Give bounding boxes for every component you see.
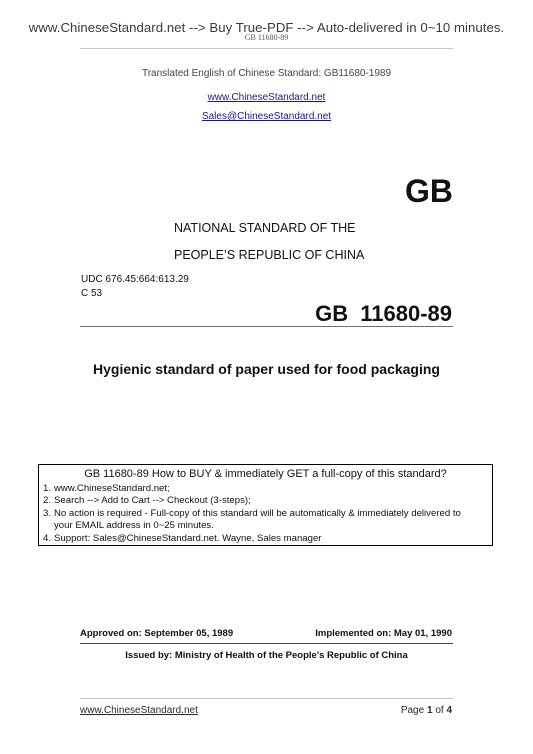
step-text-continuation: your EMAIL address in 0~25 minutes. <box>54 520 214 532</box>
footer-website-link[interactable]: www.ChineseStandard.net <box>80 705 198 716</box>
purchase-steps-list <box>43 483 488 545</box>
standard-number-rule <box>80 326 453 327</box>
email-link-row <box>0 106 533 124</box>
page-total: 4 <box>446 705 452 716</box>
classification-code: C 53 <box>81 288 103 299</box>
gb-mark: GB <box>405 173 453 209</box>
purchase-step <box>43 508 488 520</box>
purchase-info-box <box>38 464 493 546</box>
page-current: 1 <box>426 705 433 716</box>
step-number: 2. <box>43 495 52 507</box>
national-standard-line-2: PEOPLE’S REPUBLIC OF CHINA <box>174 248 365 262</box>
page-indicator <box>401 705 452 716</box>
implemented-date: Implemented on: May 01, 1990 <box>315 628 452 639</box>
step-text: Support: Sales@ChineseStandard.net. Wayne, Sales manager <box>54 532 322 544</box>
email-link[interactable]: Sales@ChineseStandard.net <box>201 111 332 122</box>
dates-rule <box>80 643 453 644</box>
top-banner: www.ChineseStandard.net --> Buy True-PDF --> Auto-delivered in 0~10 minutes. <box>28 20 505 35</box>
translated-line: Translated English of Chinese Standard: GB11680-1989 <box>141 68 392 79</box>
issuer-line: Issued by: Ministry of Health of the People's Republic of China <box>125 650 408 661</box>
purchase-step <box>43 533 488 545</box>
header-divider <box>80 48 453 49</box>
website-link[interactable]: www.ChineseStandard.net <box>207 92 326 103</box>
step-number: 1. <box>43 483 52 494</box>
approved-date: Approved on: September 05, 1989 <box>80 628 234 639</box>
purchase-step <box>43 483 488 495</box>
purchase-heading: GB 11680-89 How to BUY & immediately GET a full-copy of this standard? <box>84 468 447 480</box>
page-label: Page <box>400 705 425 716</box>
step-number: 4. <box>43 532 52 544</box>
national-standard-line-1: NATIONAL STANDARD OF THE <box>174 221 356 235</box>
step-text: No action is required - Full-copy of this standard will be automatically & immediately delivered to <box>54 507 461 519</box>
page-of-label: of <box>435 705 444 716</box>
footer-divider <box>80 698 453 699</box>
step-text: Search --> Add to Cart --> Checkout (3-steps); <box>54 495 251 507</box>
purchase-step <box>43 495 488 507</box>
document-title: Hygienic standard of paper used for food packaging <box>93 361 440 377</box>
header-standard-code: GB 11680-89 <box>244 33 289 42</box>
step-number: 3. <box>43 507 52 519</box>
standard-number: GB 11680-89 <box>315 301 452 326</box>
udc-code: UDC 676.45:664:613.29 <box>81 274 189 285</box>
website-link-row <box>0 87 533 105</box>
step-text: www.ChineseStandard.net; <box>54 483 170 494</box>
